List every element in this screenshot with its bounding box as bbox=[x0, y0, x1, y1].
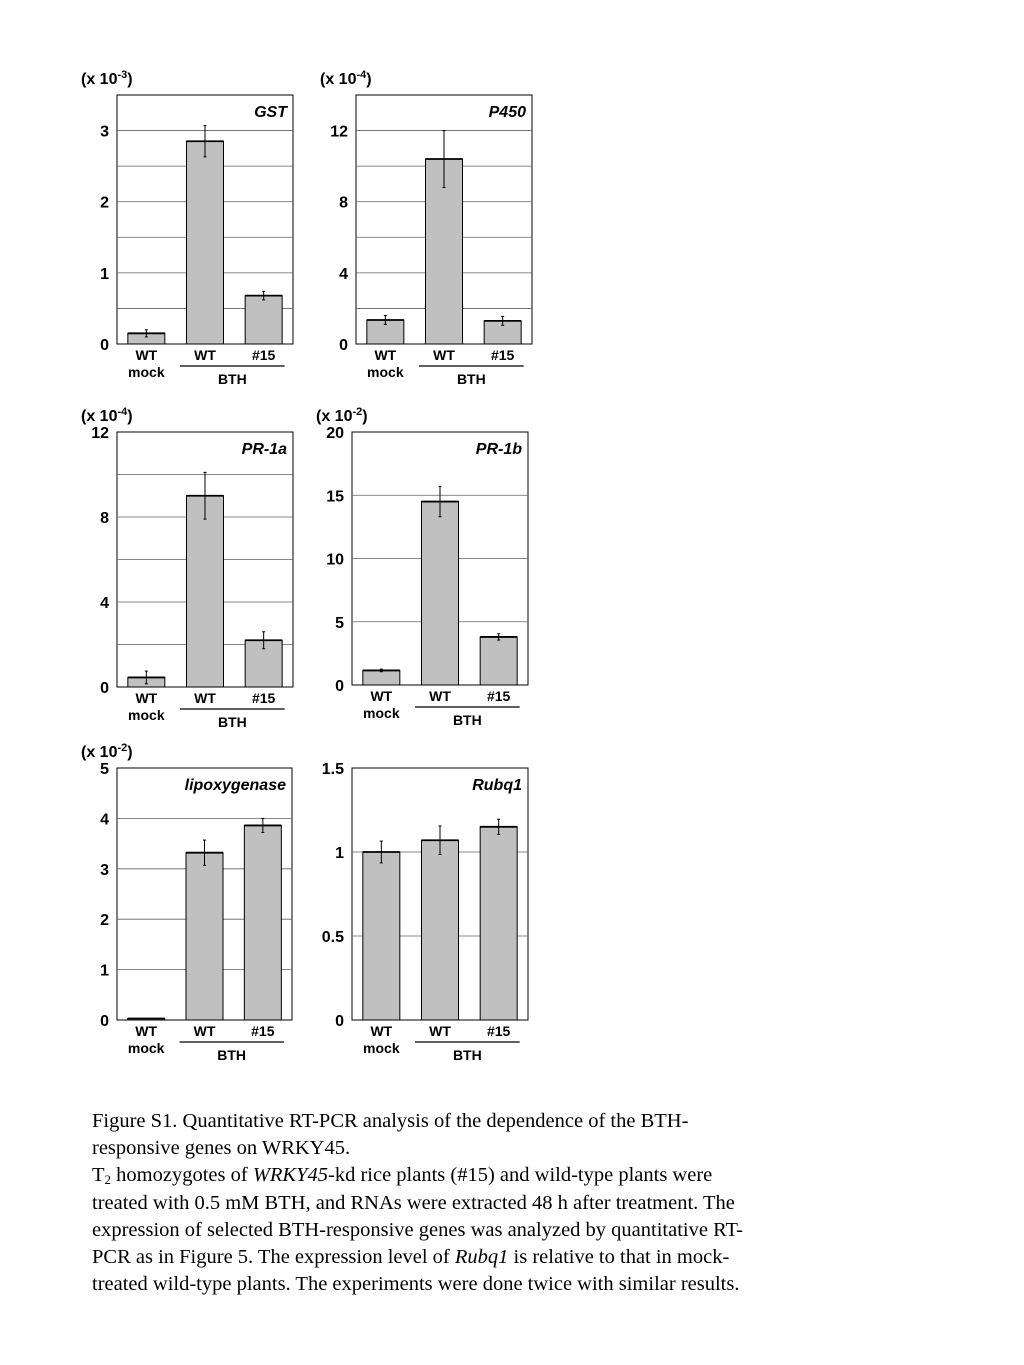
y-tick-label: 1 bbox=[100, 962, 109, 980]
bar bbox=[186, 853, 223, 1020]
x-tick-label: #15 bbox=[251, 347, 276, 363]
group-label: BTH bbox=[217, 1047, 247, 1063]
x-tick-label: WT bbox=[135, 1023, 158, 1039]
y-tick-label: 0 bbox=[100, 1013, 109, 1030]
y-tick-label: 1 bbox=[335, 845, 344, 862]
y-tick-label: 8 bbox=[339, 194, 348, 212]
y-scale-label: (x $10^{-2}$) bbox=[316, 406, 368, 425]
x-tick-label: WT bbox=[429, 1023, 451, 1039]
y-tick-label: 12 bbox=[91, 425, 109, 442]
group-label: BTH bbox=[217, 714, 247, 730]
y-tick-label: 1 bbox=[100, 265, 109, 283]
x-tick-label-sub: mock bbox=[367, 364, 404, 380]
bar bbox=[187, 496, 224, 687]
y-tick-label: 3 bbox=[100, 861, 109, 879]
bar bbox=[363, 670, 400, 685]
group-label: BTH bbox=[217, 371, 247, 387]
x-tick-label-sub: mock bbox=[363, 705, 400, 721]
gene-title: GST bbox=[254, 104, 287, 121]
caption-t-subscript: 2 bbox=[104, 1172, 112, 1188]
caption-gene-wrky45: WRKY45 bbox=[252, 1164, 328, 1187]
y-scale-label: (x $10^{-4}$) bbox=[320, 69, 372, 88]
y-scale-label: (x $10^{-2}$) bbox=[81, 742, 133, 761]
gene-title: P450 bbox=[488, 104, 526, 121]
y-tick-label: 15 bbox=[326, 488, 344, 506]
caption-gene-rubq1: Rubq1 bbox=[454, 1246, 509, 1269]
x-tick-label: WT bbox=[194, 347, 216, 363]
chart-rubq1 bbox=[322, 761, 528, 1063]
chart-pr-1b bbox=[316, 406, 528, 728]
caption-title: Figure S1. Quantitative RT-PCR analysis of the dependence of the BTH-responsive genes on WRKY45. bbox=[92, 1110, 689, 1160]
group-label: BTH bbox=[452, 1047, 482, 1063]
bar bbox=[422, 840, 459, 1020]
bar bbox=[480, 827, 517, 1020]
y-tick-label: 0 bbox=[335, 1013, 344, 1030]
x-tick-label: WT bbox=[193, 1023, 216, 1039]
x-tick-label: #15 bbox=[251, 1023, 275, 1039]
figure-caption bbox=[92, 1108, 752, 1298]
y-tick-label: 3 bbox=[100, 123, 109, 141]
chart-pr-1a bbox=[81, 406, 293, 730]
x-tick-label: WT bbox=[374, 347, 397, 363]
y-tick-label: 5 bbox=[100, 761, 109, 778]
group-label: BTH bbox=[452, 712, 482, 728]
y-tick-label: 8 bbox=[100, 510, 109, 527]
y-tick-label: 2 bbox=[100, 194, 109, 212]
gene-title: PR-1a bbox=[241, 441, 287, 458]
x-tick-label-sub: mock bbox=[128, 707, 165, 723]
x-tick-label: WT bbox=[433, 347, 455, 363]
y-tick-label: 0 bbox=[100, 337, 109, 354]
gene-title: Rubq1 bbox=[472, 777, 522, 794]
x-tick-label: #15 bbox=[251, 690, 276, 706]
y-scale-label: (x $10^{-3}$) bbox=[81, 69, 133, 88]
caption-body bbox=[92, 1162, 752, 1298]
y-tick-label: 5 bbox=[335, 614, 344, 632]
bar bbox=[244, 825, 281, 1020]
y-tick-label: 10 bbox=[326, 551, 344, 569]
chart-gst bbox=[81, 69, 293, 387]
bar bbox=[422, 502, 459, 685]
caption-text-c: is relative to that in mock-treated wild-type plants. The experiments were done twice with similar results. bbox=[92, 1246, 740, 1296]
y-tick-label: 4 bbox=[339, 265, 348, 283]
x-tick-label-sub: mock bbox=[363, 1040, 400, 1056]
y-tick-label: 2 bbox=[100, 912, 109, 930]
gene-title: lipoxygenase bbox=[184, 777, 286, 794]
y-tick-label: 12 bbox=[330, 123, 348, 141]
y-tick-label: 4 bbox=[100, 811, 109, 829]
x-tick-label: #15 bbox=[490, 347, 515, 363]
y-scale-label: (x $10^{-4}$) bbox=[81, 406, 133, 425]
bar bbox=[245, 296, 282, 344]
caption-t: T bbox=[92, 1164, 105, 1187]
y-tick-label: 4 bbox=[100, 595, 109, 612]
gene-title: PR-1b bbox=[475, 441, 522, 458]
y-tick-label: 0.5 bbox=[321, 929, 344, 946]
y-tick-label: 0 bbox=[335, 678, 344, 695]
x-tick-label: WT bbox=[370, 1023, 393, 1039]
chart-lipoxygenase bbox=[81, 742, 292, 1063]
y-tick-label: 0 bbox=[339, 337, 348, 354]
y-tick-label: 1.5 bbox=[321, 761, 344, 778]
bar bbox=[187, 141, 224, 344]
x-tick-label: WT bbox=[429, 688, 451, 704]
x-tick-label-sub: mock bbox=[127, 1040, 165, 1056]
x-tick-label: WT bbox=[135, 347, 158, 363]
x-tick-label: #15 bbox=[486, 688, 511, 704]
y-tick-label: 20 bbox=[326, 425, 344, 442]
x-tick-label: #15 bbox=[486, 1023, 511, 1039]
group-label: BTH bbox=[456, 371, 486, 387]
bar bbox=[480, 637, 517, 685]
y-tick-label: 0 bbox=[100, 680, 109, 697]
bar bbox=[363, 852, 400, 1020]
caption-text-a: homozygotes of bbox=[111, 1164, 253, 1187]
caption-text-b: -kd rice plants (#15) and wild-type plants were treated with 0.5 mM BTH, and RNAs were extracted 48 h after treatment. The expression of selected BTH-responsive genes was analyzed by quantitative RT-PCR as in Figure 5. The expression level of bbox=[92, 1164, 743, 1269]
x-tick-label: WT bbox=[370, 688, 393, 704]
x-tick-label: WT bbox=[194, 690, 216, 706]
x-tick-label: WT bbox=[135, 690, 158, 706]
x-tick-label-sub: mock bbox=[128, 364, 165, 380]
chart-p450 bbox=[320, 69, 532, 387]
